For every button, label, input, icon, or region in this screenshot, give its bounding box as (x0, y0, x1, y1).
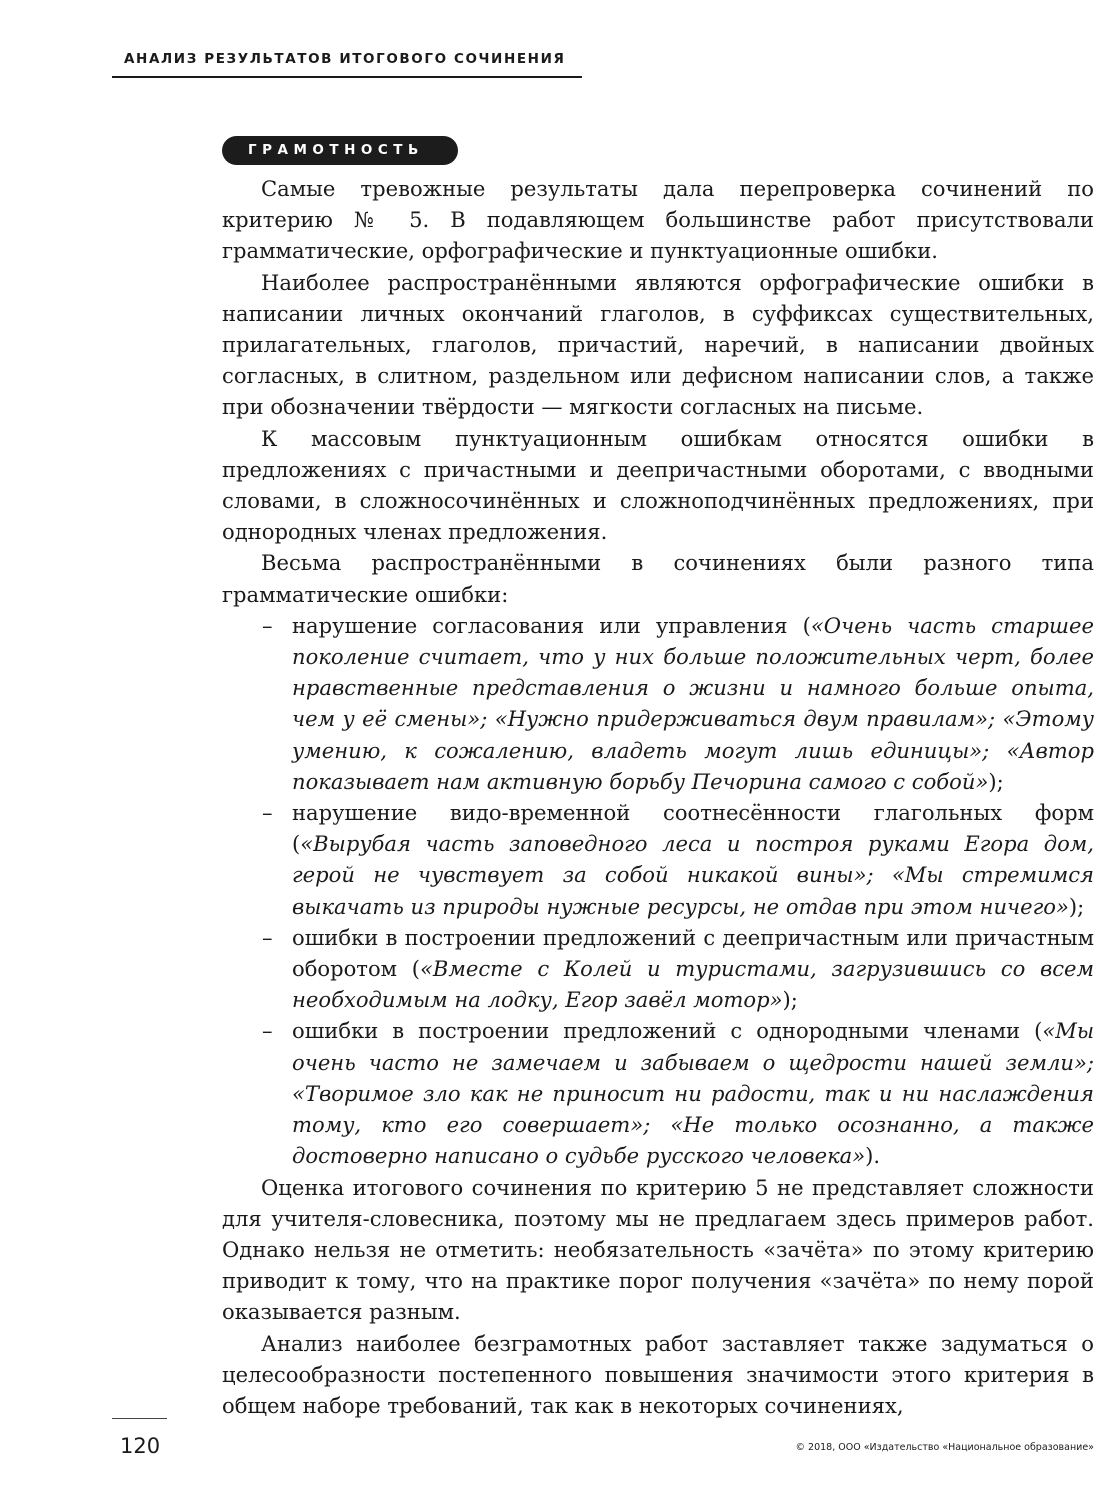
running-title: АНАЛИЗ РЕЗУЛЬТАТОВ ИТОГОВОГО СОЧИНЕНИЯ (124, 51, 566, 67)
example-quote: «Мы очень часто не замечаем и забываем о щедрости нашей земли»; «Творимое зло как не приносит ни радости, так и ни наслаждения тому, кто его совершает»; «Не только осознанно, а также достоверно написано о судьбе русского человека» (292, 1018, 1094, 1169)
list-item: – нарушение видо-временной соотнесённости глагольных форм («Вырубая часть заповедного леса и построя руками Егора дом, герой не чувствует за собой никакой вины»; «Мы стремимся выкачать из природы нужные ресурсы, не отдав при этом ничего»); (292, 797, 1094, 922)
list-dash: – (262, 800, 273, 826)
page-number: 120 (120, 1434, 161, 1458)
paragraph: К массовым пунктуационным ошибкам относятся ошибки в предложениях с причастными и деепричастными оборотами, с вводными словами, в сложносочинённых и сложноподчинённых предложениях, при однородных членах предложения. (222, 425, 1094, 545)
list-dash: – (262, 612, 273, 638)
list-item: – нарушение согласования или управления («Очень часть старшее поколение считает, что у них больше положительных черт, более нравственные представления о жизни и намного больше опыта, чем у её смены»; «Нужно придерживаться двум правилам»; «Этому умению, к сожалению, владеть могут лишь единицы»; «Автор показывает нам активную борьбу Печорина самого с собой»); (292, 610, 1094, 797)
paragraph: Наиболее распространёнными являются орфографические ошибки в написании личных окончаний глаголов, в суффиксах существительных, прилагательных, глаголов, причастий, наречий, в написании двойных согласных, в слитном, раздельном или дефисном написании слов, а также при обозначении твёрдости — мягкости согласных на письме. (222, 269, 1094, 420)
footer-rule (112, 1418, 167, 1419)
error-type-list (222, 610, 1094, 1172)
example-quote: «Вырубая часть заповедного леса и построя руками Егора дом, герой не чувствует за собой никакой вины»; «Мы стремимся выкачать из природы нужные ресурсы, не отдав при этом ничего» (292, 831, 1094, 919)
example-quote: «Вместе с Колей и туристами, загрузившись со всем необходимым на лодку, Егор завёл мотор» (292, 956, 1095, 1013)
paragraph: Самые тревожные результаты дала перепроверка сочинений по критерию № 5. В подавляющем большинстве работ присутствовали грамматические, орфографические и пунктуационные ошибки. (222, 176, 1094, 264)
paragraph: Анализ наиболее безграмотных работ заставляет также задуматься о целесообразности постепенного повышения значимости этого критерия в общем наборе требований, так как в некоторых сочинениях, (222, 1330, 1094, 1418)
main-text (222, 173, 1094, 1421)
paragraph: Оценка итогового сочинения по критерию 5 не представляет сложности для учителя-словесника, поэтому мы не предлагаем здесь примеров работ. Однако нельзя не отметить: необязательность «зачёта» по этому критерию приводит к тому, что на практике порог получения «зачёта» по нему порой оказывается разным. (222, 1174, 1094, 1325)
list-item: – ошибки в построении предложений с деепричастным или причастным оборотом («Вместе с Колей и туристами, загрузившись со всем необходимым на лодку, Егор завёл мотор»); (292, 922, 1094, 1016)
list-dash: – (262, 1018, 273, 1044)
list-item: – ошибки в построении предложений с однородными членами («Мы очень часто не замечаем и забываем о щедрости нашей земли»; «Творимое зло как не приносит ни радости, так и ни наслаждения тому, кто его совершает»; «Не только осознанно, а также достоверно написано о судьбе русского человека»). (292, 1015, 1094, 1171)
paragraph: Весьма распространёнными в сочинениях были разного типа грамматические ошибки: (222, 550, 1094, 607)
list-dash: – (262, 924, 273, 950)
running-header (112, 48, 582, 78)
section-badge: ГРАМОТНОСТЬ (222, 136, 458, 165)
copyright-notice: © 2018, ООО «Издательство «Национальное образование» (795, 1442, 1094, 1453)
example-quote: «Очень часть старшее поколение считает, что у них больше положительных черт, более нравственные представления о жизни и намного больше опыта, чем у её смены»; «Нужно придерживаться двум правилам»; «Этому умению, к сожалению, владеть могут лишь единицы»; «Автор показывает нам активную борьбу Печорина самого с собой» (292, 612, 1094, 794)
